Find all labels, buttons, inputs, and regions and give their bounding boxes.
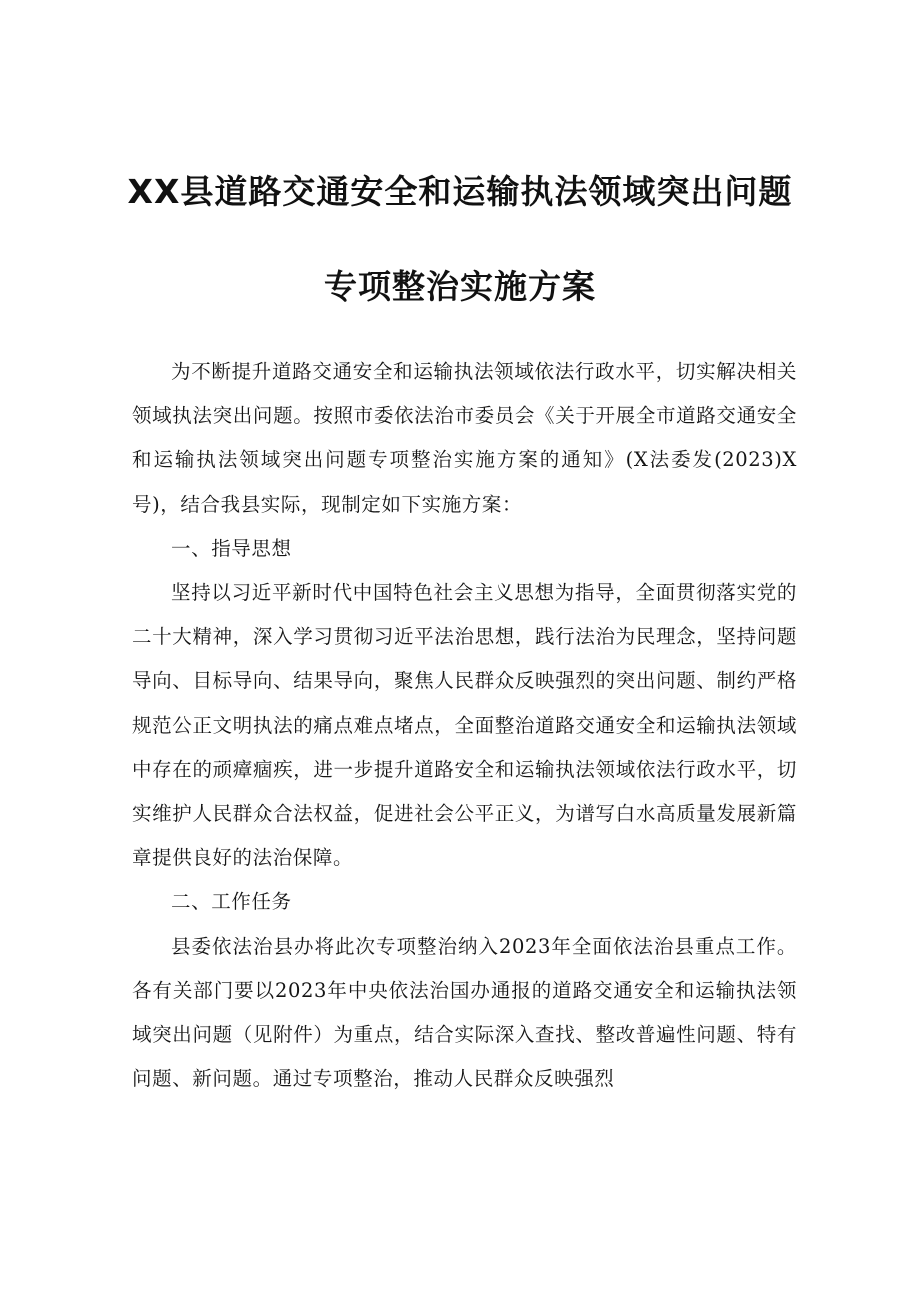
document-body [132, 350, 797, 1101]
document-title-line-1: XX县道路交通安全和运输执法领域突出问题 [127, 172, 793, 211]
guiding-ideology-paragraph: 坚持以习近平新时代中国特色社会主义思想为指导，全面贯彻落实党的二十大精神，深入学习贯彻习近平法治思想，践行法治为民理念，坚持问题导向、目标导向、结果导向，聚焦人民群众反映强烈的突出问题、制约严格规范公正文明执法的痛点难点堵点，全面整治道路交通安全和运输执法领域中存在的顽瘴痼疾，进一步提升道路安全和运输执法领域依法行政水平，切实维护人民群众合法权益，促进社会公平正义，为谱写白水高质量发展新篇章提供良好的法治保障。 [132, 581, 797, 870]
document-title-line-2: 专项整治实施方案 [324, 267, 596, 306]
work-tasks-paragraph: 县委依法治县办将此次专项整治纳入2023年全面依法治县重点工作。各有关部门要以2023年中央依法治国办通报的道路交通安全和运输执法领域突出问题（见附件）为重点，结合实际深入查找、整改普遍性问题、特有问题、新问题。通过专项整治，推动人民群众反映强烈 [132, 934, 797, 1091]
section-heading-guiding-ideology: 一、指导思想 [171, 536, 292, 560]
intro-paragraph: 为不断提升道路交通安全和运输执法领域依法行政水平，切实解决相关领域执法突出问题。按照市委依法治市委员会《关于开展全市道路交通安全和运输执法领域突出问题专项整治实施方案的通知》(X法委发(2023)X号)，结合我县实际，现制定如下实施方案： [132, 360, 797, 516]
section-heading-work-tasks: 二、工作任务 [171, 890, 292, 914]
